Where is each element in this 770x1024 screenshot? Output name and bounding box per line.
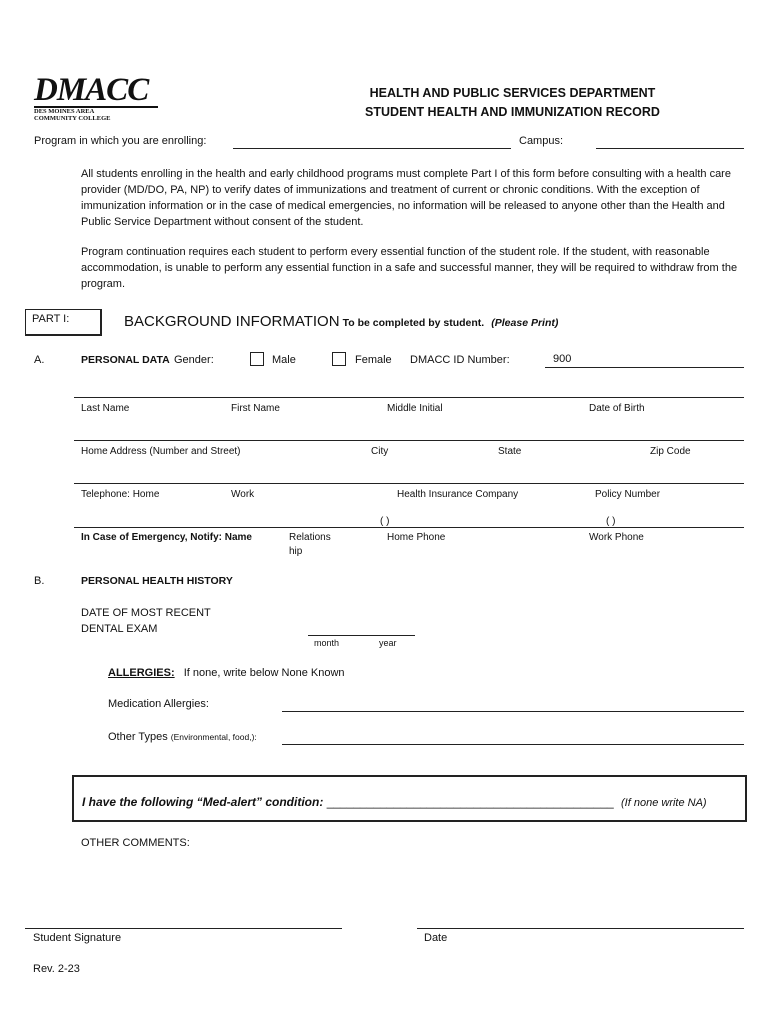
row3-top-line[interactable] xyxy=(74,483,744,484)
part1-please-print: (Please Print) xyxy=(491,317,559,329)
department-title: HEALTH AND PUBLIC SERVICES DEPARTMENT xyxy=(369,86,656,100)
other-types-line xyxy=(108,731,257,743)
logo-wordmark: DMACC xyxy=(34,72,149,108)
allergies-note: If none, write below None Known xyxy=(183,667,345,679)
allergies-label: ALLERGIES: xyxy=(108,667,175,679)
last-name-label: Last Name xyxy=(81,403,130,414)
relationship-label-1: Relations xyxy=(289,532,331,543)
dental-exam-label-2: DENTAL EXAM xyxy=(81,623,158,635)
medication-allergies-label: Medication Allergies: xyxy=(108,698,209,710)
month-label: month xyxy=(314,638,340,648)
form-title: STUDENT HEALTH AND IMMUNIZATION RECORD xyxy=(365,105,660,119)
dmacc-id-label: DMACC ID Number: xyxy=(410,354,510,366)
row4-top-line[interactable] xyxy=(74,527,744,528)
part1-heading xyxy=(124,313,558,330)
program-input[interactable] xyxy=(233,148,511,149)
date-input[interactable] xyxy=(417,928,744,929)
female-label: Female xyxy=(355,354,392,366)
med-alert-line xyxy=(82,795,707,809)
relationship-label-2: hip xyxy=(289,546,303,557)
row1-top-line xyxy=(74,397,744,398)
emergency-work-phone-label: Work Phone xyxy=(589,532,644,543)
signature-input[interactable] xyxy=(25,928,342,929)
med-alert-box xyxy=(72,775,747,822)
gender-label: Gender: xyxy=(174,354,214,366)
form-header xyxy=(300,84,725,122)
allergies-line xyxy=(108,667,345,679)
part1-box xyxy=(25,309,102,336)
other-comments-label: OTHER COMMENTS: xyxy=(81,837,190,849)
first-name-label: First Name xyxy=(231,403,280,414)
work-phone-area-code: ( ) xyxy=(606,516,616,527)
section-b-letter: B. xyxy=(34,575,45,587)
dmacc-logo xyxy=(34,74,158,122)
middle-initial-label: Middle Initial xyxy=(387,403,443,414)
city-label: City xyxy=(371,446,389,457)
zip-code-label: Zip Code xyxy=(650,446,691,457)
intro-paragraph-1: All students enrolling in the health and early childhood programs must complete Part I of this form before consulting with a health care provider (MD/DO, PA, NP) to verify dates of immunizations and treatment of current or chronic conditions. With the exception of immunization information or in the case of medical emergencies, no information will be released to anyone other than the Health and Public Service Department without consent of the student. xyxy=(81,168,731,228)
dental-exam-label-1: DATE OF MOST RECENT xyxy=(81,607,211,619)
telephone-work-label: Work xyxy=(231,489,255,500)
med-alert-label: I have the following “Med-alert” condition: xyxy=(82,795,324,809)
emergency-home-phone-label: Home Phone xyxy=(387,532,446,543)
section-a-letter: A. xyxy=(34,354,45,366)
home-phone-area-code: ( ) xyxy=(380,516,390,527)
home-address-label: Home Address (Number and Street) xyxy=(81,446,241,457)
telephone-home-label: Telephone: Home xyxy=(81,489,160,500)
dmacc-id-input[interactable] xyxy=(545,367,744,368)
emergency-contact-label: In Case of Emergency, Notify: Name xyxy=(81,532,252,543)
revision-label: Rev. 2-23 xyxy=(33,963,80,975)
health-history-heading: PERSONAL HEALTH HISTORY xyxy=(81,575,233,587)
dmacc-id-value: 900 xyxy=(553,353,572,365)
dental-exam-date-input[interactable] xyxy=(308,635,415,636)
male-label: Male xyxy=(272,354,296,366)
health-insurance-label: Health Insurance Company xyxy=(397,489,519,500)
part1-title: BACKGROUND INFORMATION xyxy=(124,313,340,330)
medication-allergies-input[interactable] xyxy=(282,711,744,712)
med-alert-input[interactable]: ___________________________________________ xyxy=(326,795,614,809)
program-label: Program in which you are enrolling: xyxy=(34,135,207,147)
male-checkbox[interactable] xyxy=(250,352,264,366)
personal-data-heading: PERSONAL DATA xyxy=(81,354,170,366)
campus-label: Campus: xyxy=(519,135,564,147)
logo-line2: COMMUNITY COLLEGE xyxy=(34,115,111,122)
part1-subtitle: To be completed by student. xyxy=(342,317,485,329)
state-label: State xyxy=(498,446,522,457)
date-label: Date xyxy=(424,932,448,944)
other-types-label: Other Types xyxy=(108,731,168,743)
year-label: year xyxy=(379,638,397,648)
other-types-note: (Environmental, food,): xyxy=(170,732,257,742)
part1-label: PART I: xyxy=(32,313,70,325)
student-signature-label: Student Signature xyxy=(33,932,122,944)
med-alert-note: (If none write NA) xyxy=(621,797,707,809)
female-checkbox[interactable] xyxy=(332,352,346,366)
row2-top-line[interactable] xyxy=(74,440,744,441)
other-types-input[interactable] xyxy=(282,744,744,745)
policy-number-label: Policy Number xyxy=(595,489,661,500)
campus-input[interactable] xyxy=(596,148,744,149)
logo-line1: DES MOINES AREA xyxy=(34,108,95,115)
intro-paragraph-2: Program continuation requires each student to perform every essential function of the student role. If the student, with reasonable accommodation, is unable to perform any essential function in a safe and successful manner, they will be required to withdraw from the program. xyxy=(81,246,738,290)
date-of-birth-label: Date of Birth xyxy=(589,403,645,414)
